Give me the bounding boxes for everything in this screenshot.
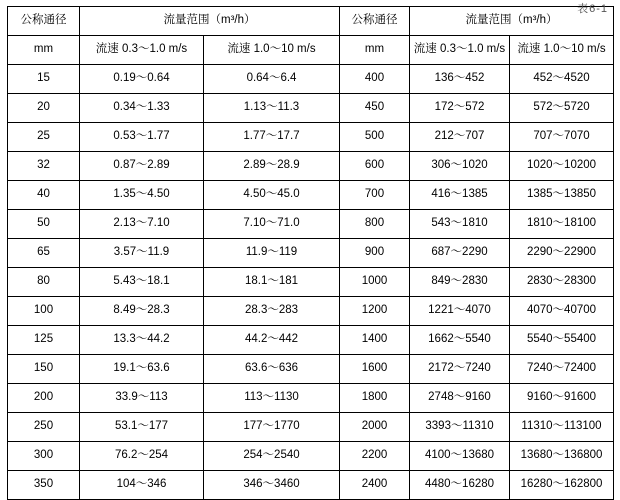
cell-nominal-diameter-right: 400 — [340, 65, 410, 94]
cell-flow-high-left: 11.9～119 — [204, 239, 340, 268]
cell-flow-low-right: 543～1810 — [410, 210, 510, 239]
cell-flow-low-right: 2172～7240 — [410, 355, 510, 384]
cell-flow-high-left: 18.1～181 — [204, 268, 340, 297]
cell-flow-high-left: 346～3460 — [204, 471, 340, 500]
cell-flow-high-right: 7240～72400 — [510, 355, 614, 384]
table-row — [8, 442, 614, 471]
header-velocity-low-right: 流速 0.3～1.0 m/s — [410, 36, 510, 65]
cell-flow-high-right: 1020～10200 — [510, 152, 614, 181]
header-unit-mm-right: mm — [340, 36, 410, 65]
cell-nominal-diameter-right: 800 — [340, 210, 410, 239]
cell-flow-high-left: 177～1770 — [204, 413, 340, 442]
cell-nominal-diameter-left: 65 — [8, 239, 80, 268]
cell-flow-low-left: 104～346 — [80, 471, 204, 500]
cell-flow-high-left: 4.50～45.0 — [204, 181, 340, 210]
table-row — [8, 384, 614, 413]
cell-flow-high-right: 9160～91600 — [510, 384, 614, 413]
cell-flow-high-left: 44.2～442 — [204, 326, 340, 355]
cell-flow-low-left: 53.1～177 — [80, 413, 204, 442]
header-nominal-diameter-right: 公称通径 — [340, 7, 410, 36]
table-row — [8, 355, 614, 384]
cell-nominal-diameter-right: 1800 — [340, 384, 410, 413]
cell-flow-high-right: 1810～18100 — [510, 210, 614, 239]
table-row — [8, 152, 614, 181]
cell-flow-high-right: 4070～40700 — [510, 297, 614, 326]
cell-flow-high-right: 1385～13850 — [510, 181, 614, 210]
cell-nominal-diameter-right: 1000 — [340, 268, 410, 297]
cell-flow-low-right: 4100～13680 — [410, 442, 510, 471]
header-flow-range-right: 流量范围（m³/h） — [410, 7, 614, 36]
cell-flow-high-left: 0.64～6.4 — [204, 65, 340, 94]
cell-nominal-diameter-right: 900 — [340, 239, 410, 268]
cell-flow-high-left: 254～2540 — [204, 442, 340, 471]
cell-flow-low-left: 76.2～254 — [80, 442, 204, 471]
cell-nominal-diameter-right: 700 — [340, 181, 410, 210]
flow-range-table — [7, 6, 614, 500]
cell-flow-low-left: 0.53～1.77 — [80, 123, 204, 152]
table-row — [8, 297, 614, 326]
table-row — [8, 94, 614, 123]
cell-nominal-diameter-left: 40 — [8, 181, 80, 210]
cell-flow-high-right: 16280～162800 — [510, 471, 614, 500]
cell-nominal-diameter-left: 250 — [8, 413, 80, 442]
header-unit-mm-left: mm — [8, 36, 80, 65]
cell-flow-high-left: 28.3～283 — [204, 297, 340, 326]
cell-flow-low-left: 13.3～44.2 — [80, 326, 204, 355]
table-row — [8, 65, 614, 94]
cell-flow-high-right: 2830～28300 — [510, 268, 614, 297]
cell-nominal-diameter-right: 2200 — [340, 442, 410, 471]
cell-flow-low-left: 0.19～0.64 — [80, 65, 204, 94]
cell-flow-low-left: 1.35～4.50 — [80, 181, 204, 210]
cell-flow-low-left: 2.13～7.10 — [80, 210, 204, 239]
cell-flow-high-right: 452～4520 — [510, 65, 614, 94]
cell-nominal-diameter-right: 600 — [340, 152, 410, 181]
cell-flow-low-right: 136～452 — [410, 65, 510, 94]
header-nominal-diameter-left: 公称通径 — [8, 7, 80, 36]
cell-flow-low-right: 172～572 — [410, 94, 510, 123]
cell-flow-low-right: 2748～9160 — [410, 384, 510, 413]
cell-nominal-diameter-left: 125 — [8, 326, 80, 355]
cell-nominal-diameter-left: 15 — [8, 65, 80, 94]
cell-flow-low-right: 4480～16280 — [410, 471, 510, 500]
header-velocity-high-left: 流速 1.0～10 m/s — [204, 36, 340, 65]
cell-flow-low-left: 0.87～2.89 — [80, 152, 204, 181]
cell-nominal-diameter-right: 500 — [340, 123, 410, 152]
cell-flow-low-left: 3.57～11.9 — [80, 239, 204, 268]
cell-nominal-diameter-right: 2000 — [340, 413, 410, 442]
cell-nominal-diameter-right: 1400 — [340, 326, 410, 355]
cell-nominal-diameter-left: 150 — [8, 355, 80, 384]
table-row — [8, 326, 614, 355]
table-row — [8, 268, 614, 297]
cell-flow-high-right: 11310～113100 — [510, 413, 614, 442]
cell-flow-low-right: 306～1020 — [410, 152, 510, 181]
cell-flow-high-left: 1.77～17.7 — [204, 123, 340, 152]
cell-nominal-diameter-left: 350 — [8, 471, 80, 500]
cell-flow-low-right: 3393～11310 — [410, 413, 510, 442]
table-row — [8, 471, 614, 500]
cell-nominal-diameter-left: 50 — [8, 210, 80, 239]
cell-nominal-diameter-left: 200 — [8, 384, 80, 413]
cell-flow-high-left: 63.6～636 — [204, 355, 340, 384]
header-velocity-high-right: 流速 1.0～10 m/s — [510, 36, 614, 65]
table-row — [8, 239, 614, 268]
cell-flow-low-right: 212～707 — [410, 123, 510, 152]
cell-nominal-diameter-right: 450 — [340, 94, 410, 123]
cell-flow-high-left: 113～1130 — [204, 384, 340, 413]
cell-flow-high-right: 13680～136800 — [510, 442, 614, 471]
header-velocity-low-left: 流速 0.3～1.0 m/s — [80, 36, 204, 65]
cell-flow-high-right: 572～5720 — [510, 94, 614, 123]
cell-nominal-diameter-left: 32 — [8, 152, 80, 181]
cell-flow-high-left: 1.13～11.3 — [204, 94, 340, 123]
cell-flow-high-right: 2290～22900 — [510, 239, 614, 268]
cell-flow-high-left: 2.89～28.9 — [204, 152, 340, 181]
cell-nominal-diameter-left: 300 — [8, 442, 80, 471]
table-row — [8, 181, 614, 210]
table-row — [8, 123, 614, 152]
table-header-row-2 — [8, 36, 614, 65]
cell-nominal-diameter-left: 20 — [8, 94, 80, 123]
cell-nominal-diameter-left: 25 — [8, 123, 80, 152]
cell-nominal-diameter-right: 2400 — [340, 471, 410, 500]
cell-nominal-diameter-left: 80 — [8, 268, 80, 297]
cell-flow-low-left: 5.43～18.1 — [80, 268, 204, 297]
cell-flow-high-right: 5540～55400 — [510, 326, 614, 355]
table-row — [8, 210, 614, 239]
cell-flow-low-left: 0.34～1.33 — [80, 94, 204, 123]
cell-flow-low-right: 849～2830 — [410, 268, 510, 297]
cell-nominal-diameter-right: 1600 — [340, 355, 410, 384]
cell-nominal-diameter-right: 1200 — [340, 297, 410, 326]
cell-flow-high-left: 7.10～71.0 — [204, 210, 340, 239]
table-body — [8, 7, 614, 500]
cell-flow-low-right: 1221～4070 — [410, 297, 510, 326]
header-flow-range-left: 流量范围（m³/h） — [80, 7, 340, 36]
table-header-row-1 — [8, 7, 614, 36]
cell-flow-low-right: 687～2290 — [410, 239, 510, 268]
cell-flow-low-left: 19.1～63.6 — [80, 355, 204, 384]
cell-flow-high-right: 707～7070 — [510, 123, 614, 152]
cell-flow-low-right: 416～1385 — [410, 181, 510, 210]
cell-flow-low-left: 33.9～113 — [80, 384, 204, 413]
cell-flow-low-left: 8.49～28.3 — [80, 297, 204, 326]
cell-nominal-diameter-left: 100 — [8, 297, 80, 326]
cell-flow-low-right: 1662～5540 — [410, 326, 510, 355]
table-caption-mark: 表6-1 — [577, 3, 608, 15]
table-row — [8, 413, 614, 442]
